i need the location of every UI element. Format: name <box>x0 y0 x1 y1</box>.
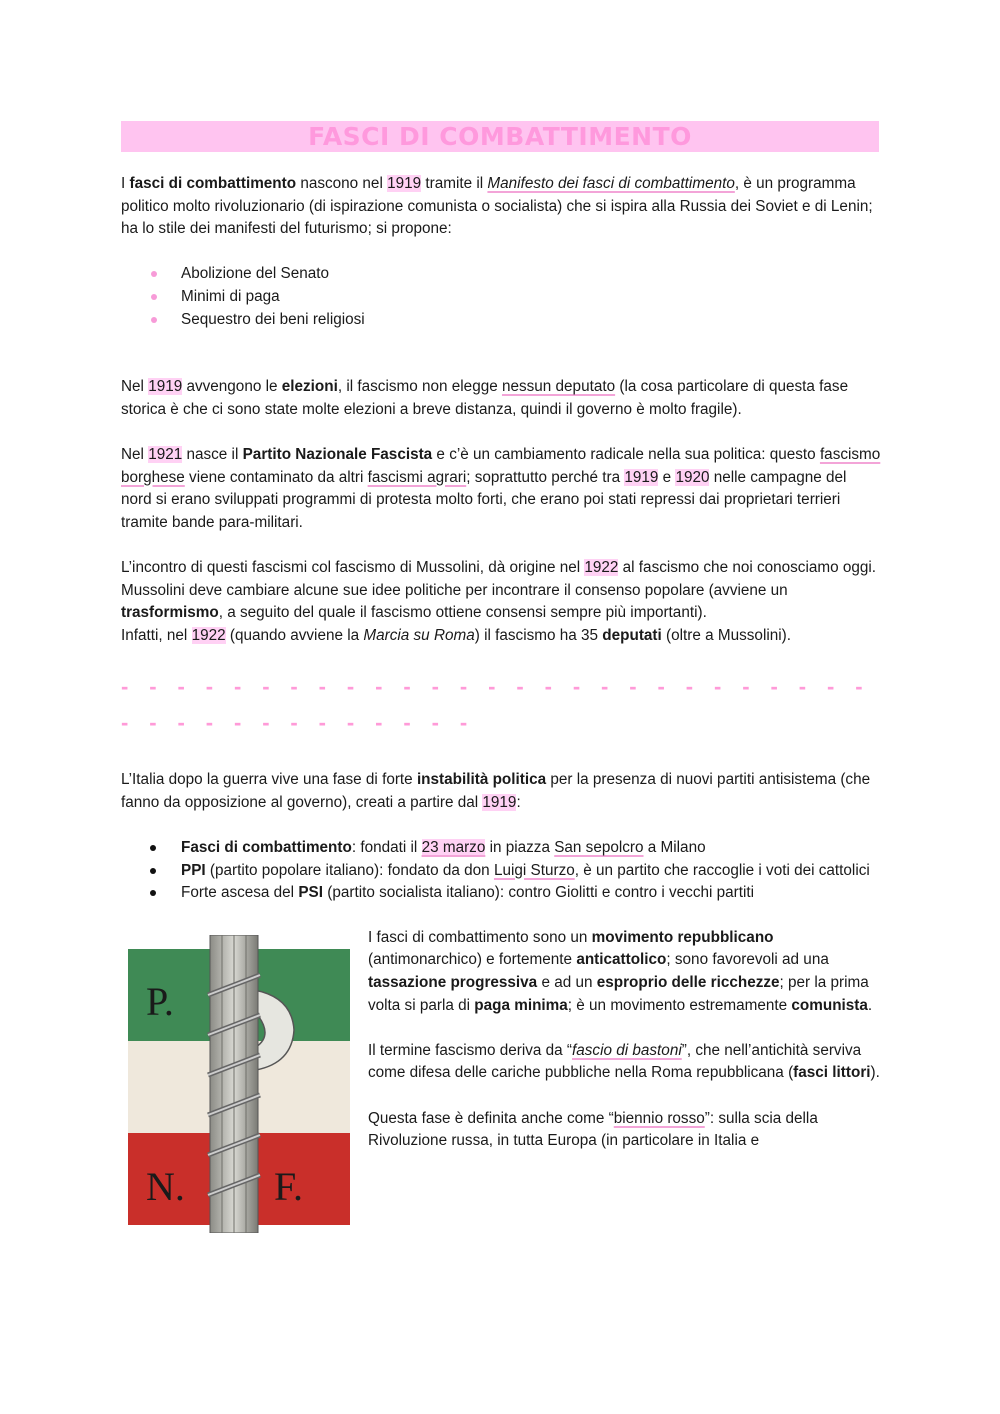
title-banner <box>121 121 879 152</box>
highlight-year: 1919 <box>482 793 517 811</box>
text: ) il fascismo ha 35 <box>474 626 603 644</box>
text: ; sono favorevoli ad una <box>666 951 829 969</box>
italic-underlined-text: Manifesto dei fasci di combattimento <box>487 175 735 192</box>
text: Infatti, nel <box>121 626 192 644</box>
bold-text: movimento repubblicano <box>591 928 774 946</box>
text: Forte ascesa del <box>181 884 299 902</box>
paragraph-mussolini <box>121 557 881 580</box>
text: nascono nel <box>296 175 388 192</box>
underlined-text: San sepolcro <box>554 839 644 857</box>
text: ). <box>870 1064 880 1082</box>
underlined-text: Luigi Sturzo <box>493 861 575 879</box>
bold-text: comunista <box>791 996 868 1014</box>
text: viene contaminato da altri <box>184 468 368 486</box>
highlight-year: 1922 <box>191 626 226 644</box>
document-body <box>121 173 881 1240</box>
text: nasce il <box>182 445 243 463</box>
text: ; per la prima volta si parla di <box>368 974 869 1014</box>
text: al fascismo che noi conosciamo oggi. <box>618 558 877 576</box>
fasces-emblem-icon <box>124 935 354 1233</box>
text: , è un programma politico molto rivoluzionario (di ispirazione comunista o socialista) che si ispira alla Russia dei Soviet e di Lenin; ha lo stile dei manifesti del futurismo; si propone: <box>121 175 873 238</box>
proposals-list <box>121 263 881 331</box>
list-item <box>121 837 881 860</box>
paragraph-trasformismo <box>121 580 881 625</box>
underlined-text: fascismi agrari <box>367 468 467 486</box>
bold-text: anticattolico <box>576 951 667 969</box>
highlight-year: 1919 <box>387 175 422 192</box>
paragraph-instabilita <box>121 769 881 814</box>
text: , è un partito che raccoglie i voti dei cattolici <box>574 861 870 879</box>
emblem-letter-p: P. <box>146 978 174 1024</box>
bold-text: Fasci di combattimento <box>181 839 352 857</box>
pnf-emblem-image <box>124 935 354 1241</box>
text: e c’è un cambiamento radicale nella sua politica: questo <box>432 445 820 463</box>
italic-underlined-text: fascio di bastoni <box>572 1041 682 1059</box>
image-text-section <box>121 927 881 1241</box>
highlight-year: 1919 <box>148 378 183 396</box>
paragraph-elections <box>121 376 881 421</box>
highlight-year: 1922 <box>584 558 619 576</box>
parties-list <box>121 837 881 905</box>
paragraph-intro <box>121 173 881 241</box>
bold-text: deputati <box>602 626 662 644</box>
text: ”, che nell’antichità serviva come difesa delle cariche pubbliche nella Roma repubblicana ( <box>368 1041 862 1082</box>
text: (antimonarchico) e fortemente <box>368 951 577 969</box>
bold-text: Partito Nazionale Fascista <box>242 445 433 463</box>
bold-text: elezioni <box>281 378 338 396</box>
text: a Milano <box>643 839 706 857</box>
list-item: Sequestro dei beni religiosi <box>121 309 881 332</box>
paragraph-termine <box>368 1040 880 1085</box>
list-item <box>121 860 881 883</box>
bold-text: paga minima <box>474 996 568 1014</box>
text: , il fascismo non elegge <box>337 378 502 396</box>
text: Nel <box>121 378 149 396</box>
paragraph-pnf <box>121 444 881 534</box>
italic-text: Marcia su Roma <box>363 626 475 644</box>
text: I <box>121 175 130 192</box>
list-item <box>121 882 881 905</box>
text: ; soprattutto perché tra <box>466 468 625 486</box>
list-item: Minimi di paga <box>121 286 881 309</box>
text: nelle campagne del nord si erano sviluppati programmi di protesta molto forti, che erano poi stati repressi dai proprietari terrieri tramite bande para-militari. <box>121 468 847 531</box>
bold-text: instabilità politica <box>416 771 547 789</box>
list-item: Abolizione del Senato <box>121 263 881 286</box>
text: (partito socialista italiano): contro Giolitti e contro i vecchi partiti <box>323 884 755 902</box>
text: : <box>516 793 521 811</box>
text: Mussolini deve cambiare alcune sue idee politiche per incontrare il consenso popolare (avviene un <box>121 581 788 599</box>
text: e <box>658 468 676 486</box>
text: per la presenza di nuovi partiti antisistema (che fanno da opposizione al governo), creati a partire dal <box>121 771 871 811</box>
text: Nel <box>121 445 149 463</box>
dashed-separator: - - - - - - - - - - - - - - - - - - - - - - - - - - - - - - - - - - - - - - - - <box>121 674 870 736</box>
highlight-year: 1920 <box>675 468 710 486</box>
text: e ad un <box>537 974 597 992</box>
text: . <box>867 996 873 1014</box>
bold-text: fasci littori <box>793 1064 871 1082</box>
bold-text: tassazione progressiva <box>368 974 538 992</box>
text: (la cosa particolare di questa fase storica è che ci sono state molte elezioni a breve distanza, quindi il governo è molto fragile). <box>121 378 849 418</box>
text: tramite il <box>421 175 488 192</box>
paragraph-movimento <box>368 927 880 1017</box>
text: L’Italia dopo la guerra vive una fase di forte <box>121 771 417 789</box>
text: (partito popolare italiano): fondato da don <box>205 861 494 879</box>
text: Il termine fascismo deriva da “ <box>368 1041 573 1059</box>
text: avvengono le <box>182 378 282 396</box>
highlight-year: 1921 <box>148 445 183 463</box>
bold-text: trasformismo <box>121 604 219 622</box>
text: Questa fase è definita anche come “ <box>368 1109 614 1127</box>
paragraph-biennio <box>368 1108 880 1153</box>
emblem-letter-f: F. <box>274 1163 304 1209</box>
bold-text: PPI <box>181 861 206 879</box>
emblem-letter-n: N. <box>146 1163 185 1209</box>
text: (quando avviene la <box>225 626 364 644</box>
paragraph-marcia <box>121 625 881 648</box>
highlight-year: 1919 <box>624 468 659 486</box>
bold-text: esproprio delle ricchezze <box>596 974 780 992</box>
underlined-text: fascismo borghese <box>121 445 881 486</box>
text: (oltre a Mussolini). <box>661 626 791 644</box>
text: ”: sulla scia della Rivoluzione russa, in tutta Europa (in particolare in Italia e <box>368 1109 818 1150</box>
text: L’incontro di questi fascismi col fascismo di Mussolini, dà origine nel <box>121 558 585 576</box>
text: I fasci di combattimento sono un <box>368 928 592 946</box>
page-title: FASCI DI COMBATTIMENTO <box>308 122 692 151</box>
text: : fondati il <box>351 839 422 857</box>
text: ; è un movimento estremamente <box>567 996 792 1014</box>
bold-text: PSI <box>298 884 323 902</box>
bold-text: fasci di combattimento <box>129 175 297 192</box>
underlined-text: biennio rosso <box>613 1109 705 1127</box>
side-text-column <box>368 927 880 1241</box>
highlight-date: 23 marzo <box>421 839 486 857</box>
underlined-text: nessun deputato <box>501 378 616 396</box>
text: in piazza <box>485 839 555 857</box>
text: , a seguito del quale il fascismo ottiene consensi sempre più importanti). <box>218 604 707 622</box>
